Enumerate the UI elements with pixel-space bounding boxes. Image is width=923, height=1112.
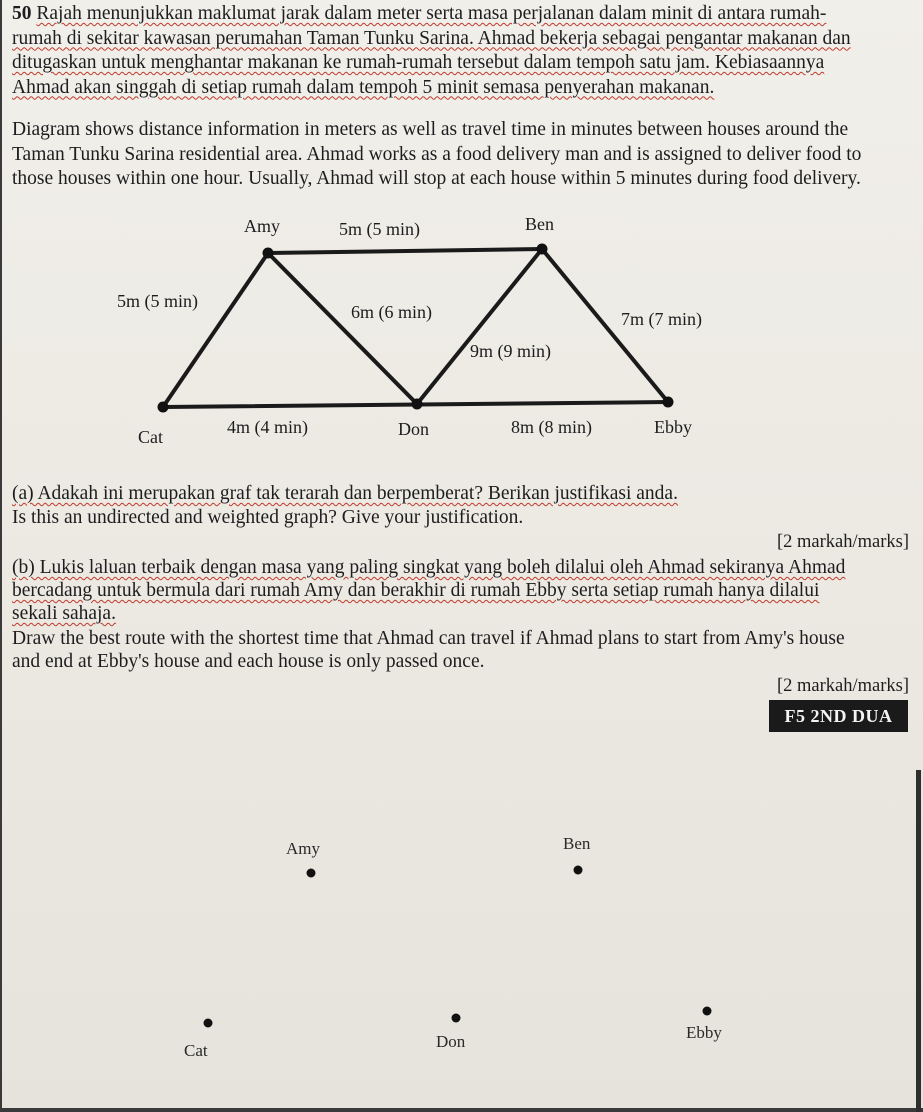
answer-node-cat: [204, 1019, 213, 1028]
intro-malay-line-4: Ahmad akan singgah di setiap rumah dalam tempoh 5 minit semasa penyerahan makanan.: [12, 76, 715, 98]
intro-english-line-2: Taman Tunku Sarina residential area. Ahmad works as a food delivery man and is assigned to deliver food to: [12, 143, 862, 165]
part-a-english: Is this an undirected and weighted graph? Give your justification.: [12, 507, 524, 528]
weight-ben-don: 9m (9 min): [470, 341, 551, 361]
label-don: Don: [398, 419, 429, 439]
intro-english-line-3: those houses within one hour. Usually, Ahmad will stop at each house within 5 minutes during food delivery.: [12, 168, 861, 189]
weight-don-ebby: 8m (8 min): [511, 417, 592, 437]
answer-node-ben: [574, 866, 583, 875]
label-amy: Amy: [244, 216, 280, 236]
question-number: 50: [12, 3, 32, 24]
node-ebby: [663, 397, 674, 408]
weight-amy-don: 6m (6 min): [351, 302, 432, 322]
answer-node-ebby: [703, 1007, 712, 1016]
left-border: [0, 0, 2, 1112]
edge-amy-cat: [163, 253, 268, 407]
edge-ben-don: [417, 249, 542, 404]
part-a-malay: (a) Adakah ini merupakan graf tak terarah dan berpemberat? Berikan justifikasi anda.: [12, 483, 678, 504]
answer-label-ebby: Ebby: [686, 1023, 722, 1042]
distance-graph-diagram: [0, 0, 923, 460]
right-shadow: [916, 770, 921, 1112]
intro-malay-line-2: rumah di sekitar kawasan perumahan Taman Tunku Sarina. Ahmad bekerja sebagai pengantar makanan dan: [12, 27, 851, 49]
node-amy: [263, 248, 274, 259]
weight-cat-don: 4m (4 min): [227, 417, 308, 437]
exam-badge: F5 2ND DUA: [769, 700, 908, 732]
part-b-marks: [2 markah/marks]: [776, 676, 909, 696]
weight-amy-cat: 5m (5 min): [117, 291, 198, 311]
answer-label-don: Don: [436, 1032, 466, 1051]
bottom-border: [0, 1108, 923, 1112]
label-ebby: Ebby: [654, 417, 692, 437]
answer-label-amy: Amy: [286, 839, 320, 858]
part-a-marks: [2 markah/marks]: [776, 532, 909, 552]
weight-amy-ben: 5m (5 min): [339, 219, 420, 239]
node-cat: [158, 402, 169, 413]
label-ben: Ben: [525, 214, 554, 234]
answer-node-amy: [307, 869, 316, 878]
answer-label-ben: Ben: [563, 834, 591, 853]
part-b-malay: (b) Lukis laluan terbaik dengan masa yang paling singkat yang boleh dilalui oleh Ahmad sekiranya Ahmad bercadang untuk bermula dari rumah Amy dan berakhir di rumah Ebby serta setiap rumah hanya dilalui sekali sahaja.: [12, 557, 846, 624]
weight-ben-ebby: 7m (7 min): [621, 309, 702, 329]
answer-node-don: [452, 1014, 461, 1023]
intro-malay-line-3: ditugaskan untuk menghantar makanan ke rumah-rumah tersebut dalam tempoh satu jam. Kebiasaannya: [12, 52, 825, 73]
label-cat: Cat: [138, 427, 163, 447]
intro-malay-line-1: Rajah menunjukkan maklumat jarak dalam meter serta masa perjalanan dalam minit di antara rumah-: [36, 3, 827, 24]
edge-amy-ben: [268, 249, 542, 253]
intro-english-line-1: Diagram shows distance information in meters as well as travel time in minutes between houses around the: [12, 119, 849, 140]
node-ben: [537, 244, 548, 255]
node-don: [412, 399, 423, 410]
edge-amy-don: [268, 253, 417, 404]
part-b-english: Draw the best route with the shortest time that Ahmad can travel if Ahmad plans to start from Amy's house and end at Ebby's house and each house is only passed once.: [12, 628, 845, 672]
answer-label-cat: Cat: [184, 1041, 208, 1060]
